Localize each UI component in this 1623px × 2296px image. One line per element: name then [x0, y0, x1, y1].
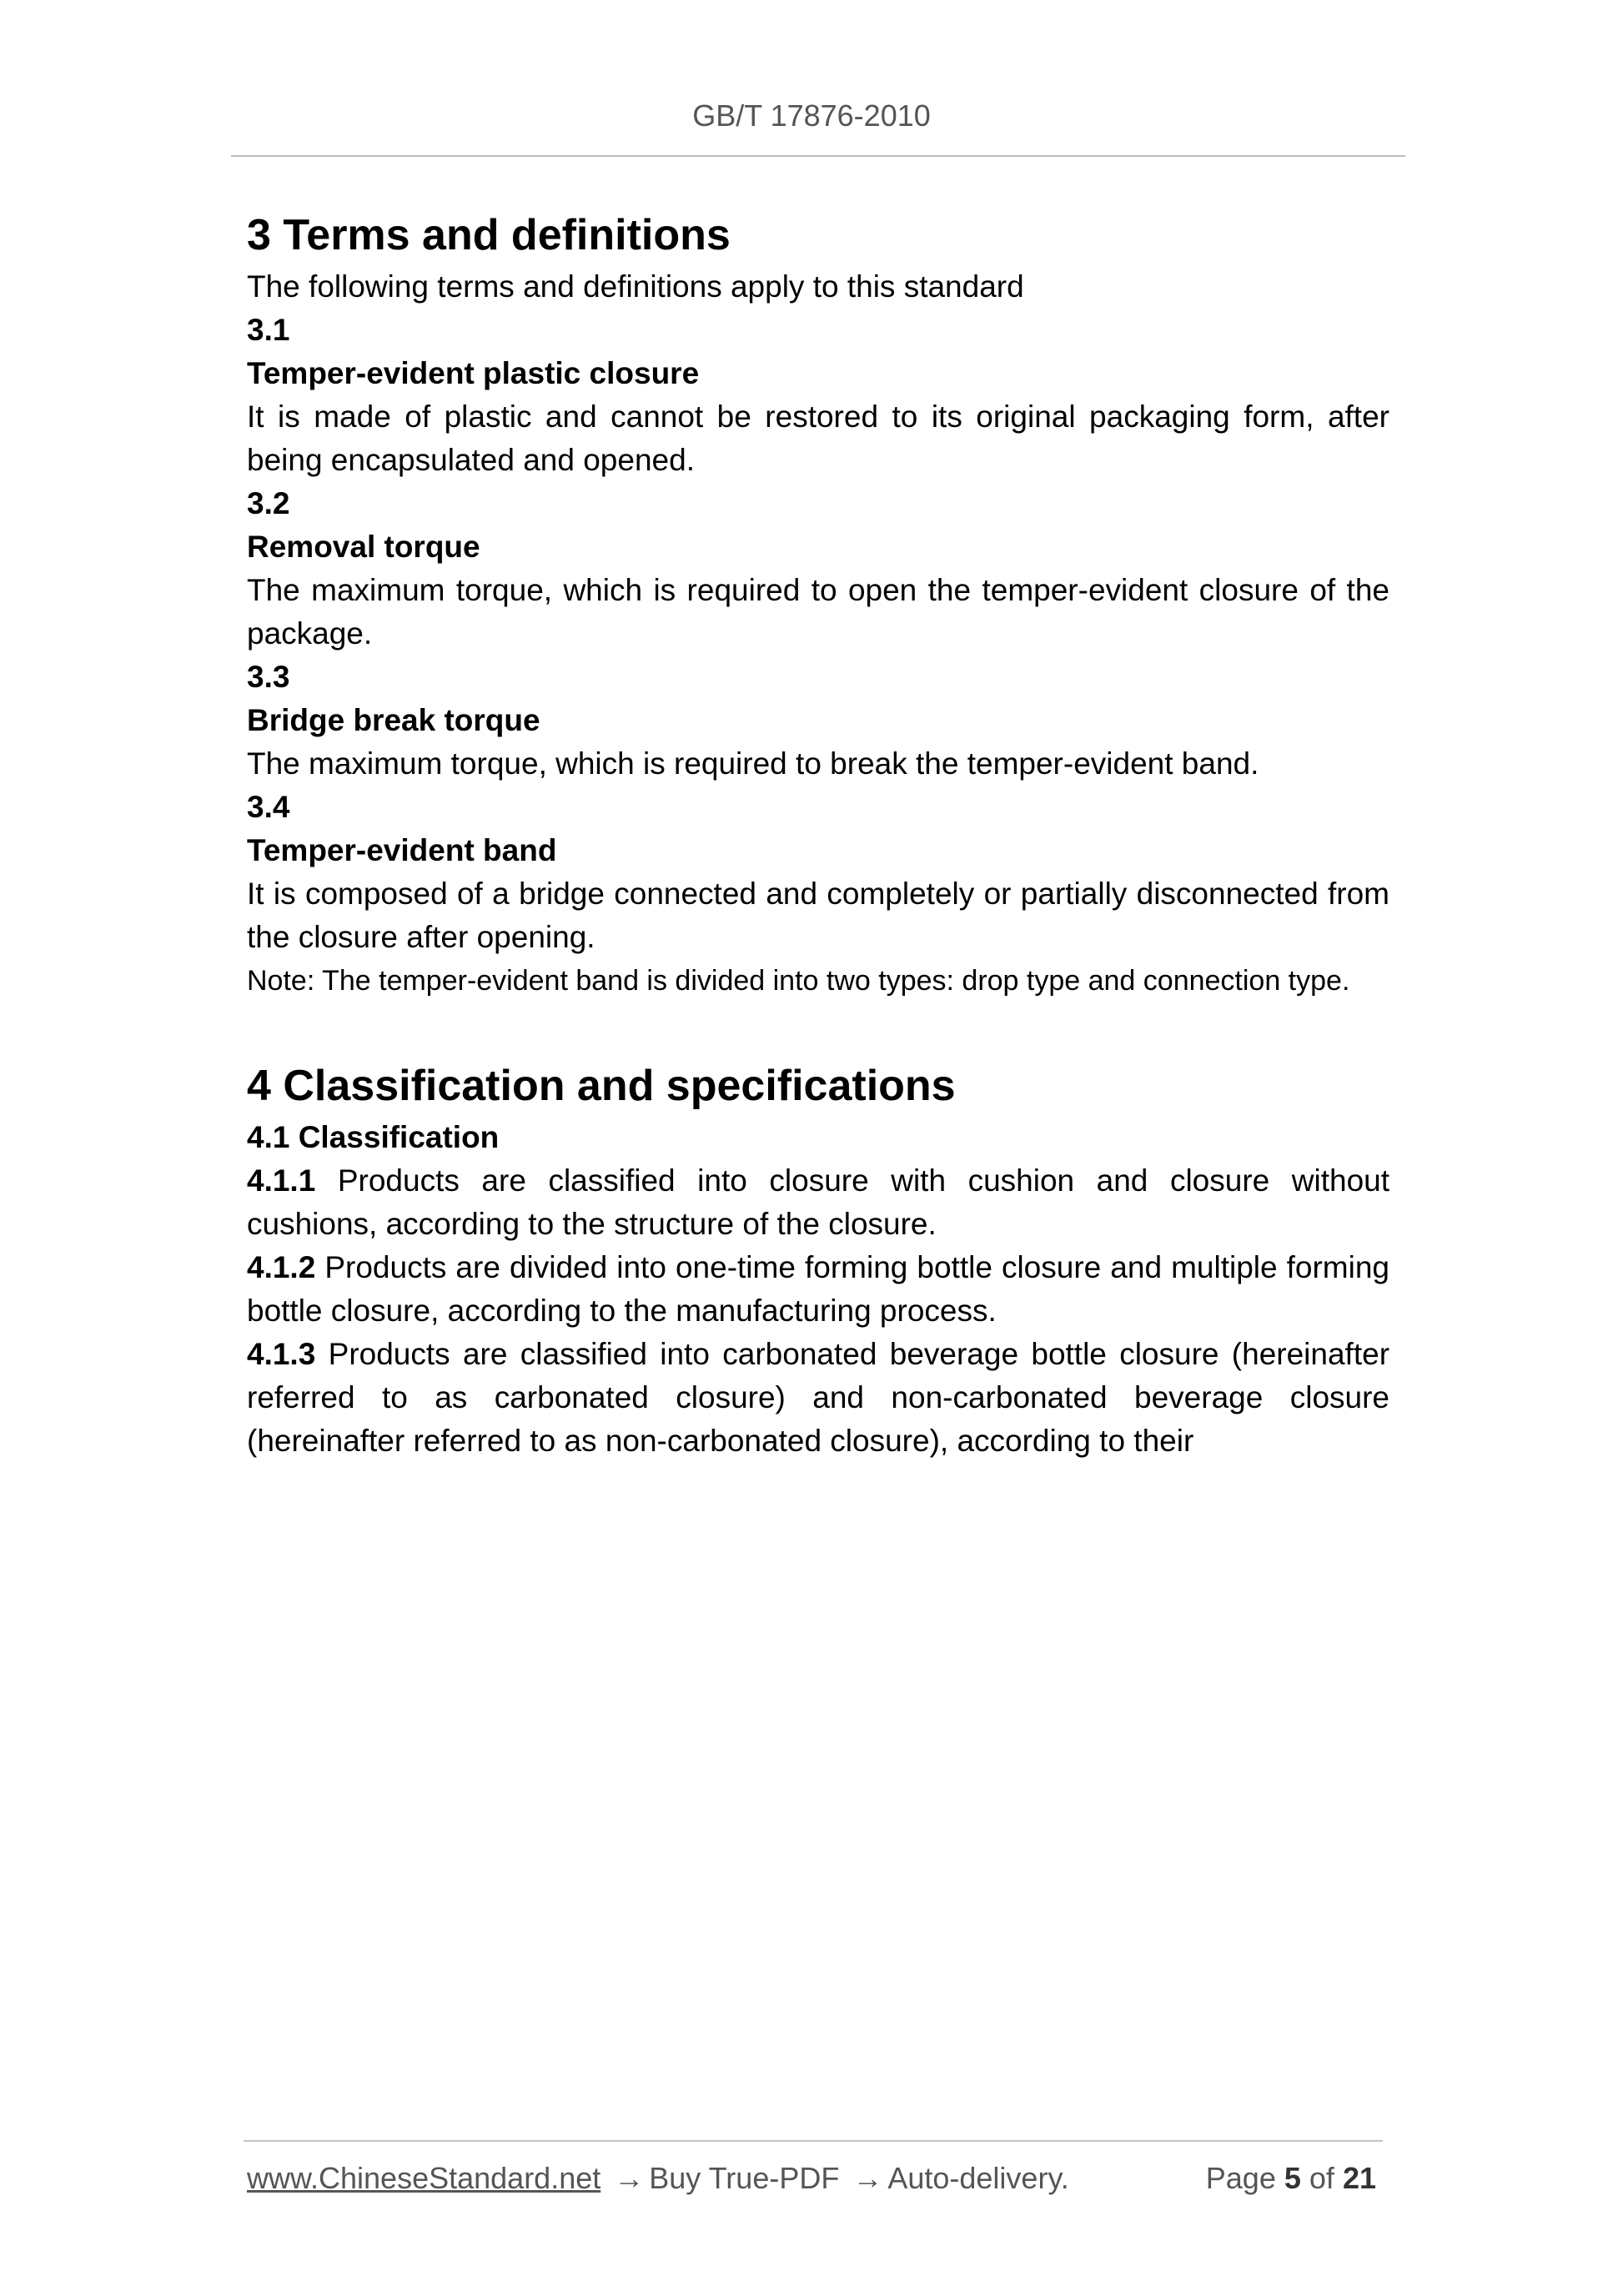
arrow-right-icon: →: [852, 2161, 883, 2195]
clause-number: 4.1.3: [247, 1337, 316, 1371]
arrow-right-icon: →: [614, 2161, 645, 2195]
page-total: 21: [1342, 2161, 1376, 2195]
header-divider: [231, 155, 1405, 157]
buy-true-pdf-text: Buy True-PDF: [649, 2161, 840, 2195]
term-definition: It is composed of a bridge connected and completely or partially disconnected from the closure after opening.: [247, 877, 1389, 954]
term-number: 3.3: [247, 660, 290, 694]
section-3-intro: The following terms and definitions apply to this standard: [247, 269, 1024, 304]
section-3-heading: 3 Terms and definitions: [247, 211, 731, 259]
clause-4-1-3: [247, 1333, 1389, 1463]
term-number: 3.4: [247, 790, 290, 824]
term-name: Temper-evident band: [247, 833, 557, 867]
term-note: Note: The temper-evident band is divided into two types: drop type and connection type.: [247, 965, 1350, 997]
page-number: 5: [1284, 2161, 1301, 2195]
chinesestandard-link[interactable]: www.ChineseStandard.net: [247, 2161, 601, 2195]
term-definition: The maximum torque, which is required to break the temper-evident band.: [247, 746, 1259, 781]
term-definition: The maximum torque, which is required to open the temper-evident closure of the package.: [247, 573, 1389, 651]
term-name: Removal torque: [247, 530, 480, 564]
clause-text: Products are divided into one-time forming bottle closure and multiple forming bottle closure, according to the manufacturing process.: [247, 1250, 1389, 1328]
term-definition: It is made of plastic and cannot be restored to its original packaging form, after being encapsulated and opened.: [247, 399, 1389, 477]
term-number: 3.1: [247, 313, 290, 347]
term-3-1: [247, 309, 1389, 482]
page-label: Page: [1205, 2161, 1276, 2195]
page-indicator: [1206, 2160, 1376, 2197]
footer-divider: [244, 2140, 1383, 2142]
clause-4-1-1: [247, 1159, 1389, 1246]
page-footer: [247, 2160, 1376, 2197]
term-3-2: [247, 482, 1389, 656]
clause-text: Products are classified into carbonated beverage bottle closure (hereinafter referred to as carbonated closure) and non-carbonated beverage closure (hereinafter referred to as non-carbonated closure), according to their: [247, 1337, 1390, 1458]
section-4-heading: 4 Classification and specifications: [247, 1062, 956, 1110]
subsection-4-1-heading: 4.1 Classification: [247, 1120, 500, 1154]
clause-text: Products are classified into closure with cushion and closure without cushions, according to the structure of the closure.: [247, 1163, 1389, 1241]
header-doc-id: GB/T 17876-2010: [692, 98, 931, 133]
term-3-3: [247, 656, 1389, 786]
clause-4-1-2: [247, 1246, 1389, 1333]
clause-number: 4.1.1: [247, 1163, 316, 1198]
of-label: of: [1309, 2161, 1334, 2195]
auto-delivery-text: Auto-delivery.: [887, 2161, 1069, 2195]
term-name: Bridge break torque: [247, 703, 540, 737]
term-3-4: [247, 786, 1389, 1002]
term-name: Temper-evident plastic closure: [247, 356, 700, 390]
clause-number: 4.1.2: [247, 1250, 316, 1284]
term-number: 3.2: [247, 486, 290, 520]
page-content: [247, 205, 1389, 1463]
